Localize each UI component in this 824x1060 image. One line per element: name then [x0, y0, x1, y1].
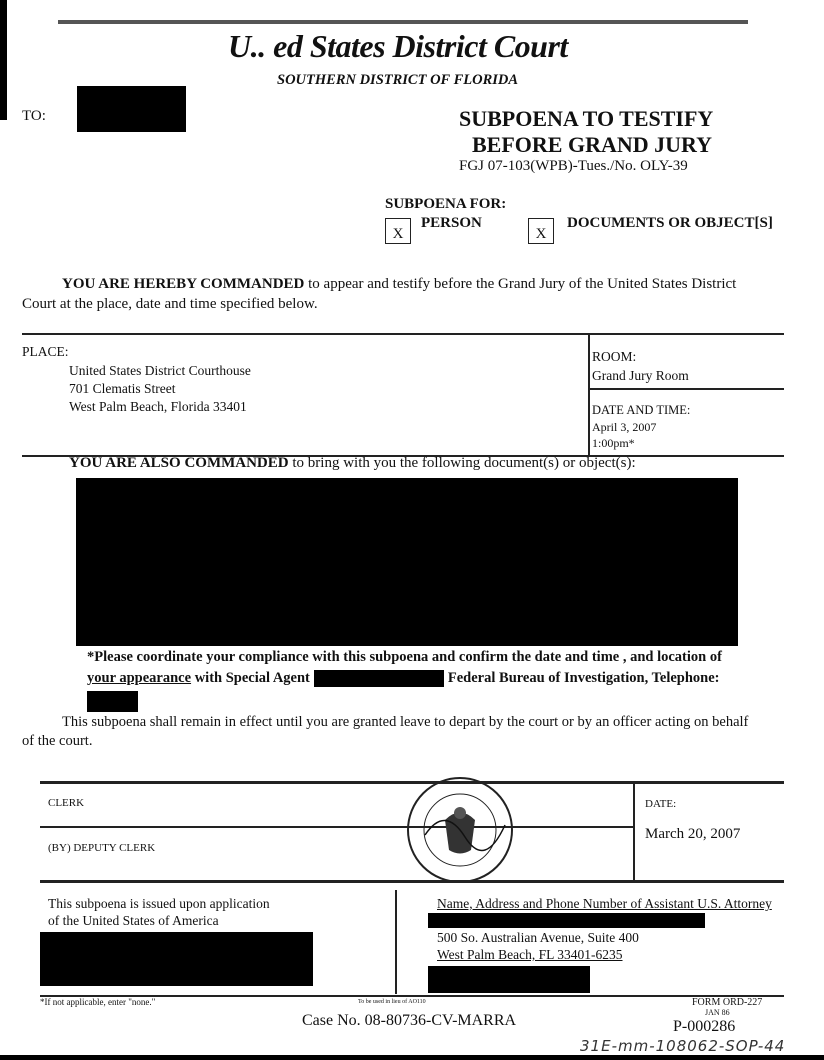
- handwritten-note: 31E-mm-108062-SOP-44: [580, 1037, 786, 1055]
- place-line: 701 Clematis Street: [69, 381, 176, 396]
- documents-label: DOCUMENTS OR OBJECT[S]: [567, 215, 773, 231]
- date-label: DATE:: [645, 798, 677, 810]
- datetime-label: DATE AND TIME:: [592, 403, 691, 417]
- person-label: PERSON: [421, 215, 482, 231]
- divider: [40, 826, 633, 828]
- effect-line2: of the court.: [22, 733, 93, 749]
- time: 1:00pm*: [592, 436, 635, 450]
- redaction: [314, 670, 444, 687]
- form-date: JAN 86: [705, 1008, 730, 1017]
- attorney-label: [437, 896, 772, 912]
- coordinate-line2: [87, 670, 720, 687]
- effect-line1: This subpoena shall remain in effect until you are granted leave to depart by the court or by an officer acting on behalf: [62, 714, 749, 730]
- scan-edge-bottom: [0, 1055, 824, 1060]
- form-number: FORM ORD-227: [692, 997, 763, 1008]
- top-rule: [58, 20, 748, 24]
- coordinate-underlined: your appearance: [87, 670, 192, 686]
- redaction: [76, 478, 738, 646]
- also-text: to bring with you the following document(s) or object(s):: [288, 455, 636, 471]
- divider: [588, 388, 784, 390]
- redaction: [40, 932, 313, 986]
- clerk-label: CLERK: [48, 797, 85, 809]
- subpoena-for-label: SUBPOENA FOR:: [385, 196, 507, 212]
- place-label: PLACE:: [22, 344, 69, 359]
- also-commanded: [69, 455, 636, 472]
- court-seal: [405, 775, 515, 885]
- divider-vertical: [633, 781, 635, 880]
- coordinate-line1: *Please coordinate your compliance with this subpoena and confirm the date and time , and location of: [87, 649, 722, 665]
- redaction: [87, 691, 138, 712]
- place-line: West Palm Beach, Florida 33401: [69, 399, 247, 414]
- case-number: Case No. 08-80736-CV-MARRA: [302, 1012, 517, 1029]
- attorney-label-text: Name, Address and Phone Number of Assistant U.S. Attorney: [437, 896, 772, 911]
- room-label: ROOM:: [592, 349, 637, 364]
- person-checkbox[interactable]: X: [385, 218, 411, 244]
- date: April 3, 2007: [592, 420, 657, 434]
- subpoena-title-2: BEFORE GRAND JURY: [472, 132, 713, 157]
- command-bold: YOU ARE HEREBY COMMANDED: [62, 276, 305, 292]
- district: SOUTHERN DISTRICT OF FLORIDA: [277, 72, 519, 88]
- to-label: TO:: [22, 108, 46, 124]
- scan-edge: [0, 0, 7, 120]
- lieu-note: To be used in lieu of AO110: [358, 999, 426, 1005]
- subpoena-title: SUBPOENA TO TESTIFY: [459, 106, 714, 131]
- documents-checkbox[interactable]: X: [528, 218, 554, 244]
- issue-date: March 20, 2007: [645, 826, 741, 842]
- issued-line2: of the United States of America: [48, 913, 219, 928]
- room: Grand Jury Room: [592, 368, 689, 383]
- attorney-address1: 500 So. Australian Avenue, Suite 400: [437, 930, 639, 945]
- divider-vertical: [588, 333, 590, 455]
- command-line2: Court at the place, date and time specified below.: [22, 296, 318, 312]
- command-text: to appear and testify before the Grand Jury of the United States District: [304, 276, 737, 292]
- command-line1: [62, 276, 736, 293]
- footnote: *If not applicable, enter "none.": [40, 997, 156, 1007]
- attorney-address2: [437, 947, 623, 963]
- court-title: U.. ed States District Court: [228, 28, 568, 64]
- issued-line1: This subpoena is issued upon application: [48, 896, 270, 911]
- redaction: [77, 86, 186, 132]
- place-line: United States District Courthouse: [69, 363, 251, 378]
- coordinate-agent: with Special Agent: [191, 670, 310, 686]
- deputy-clerk-label: (BY) DEPUTY CLERK: [48, 842, 156, 854]
- redaction: [428, 913, 705, 928]
- also-bold: YOU ARE ALSO COMMANDED: [69, 455, 289, 471]
- attorney-address2-text: West Palm Beach, FL 33401-6235: [437, 947, 623, 962]
- redaction: [428, 966, 590, 993]
- grand-jury-number: FGJ 07-103(WPB)-Tues./No. OLY-39: [459, 158, 688, 174]
- divider-vertical: [395, 890, 397, 994]
- coordinate-fbi: Federal Bureau of Investigation, Telephone:: [447, 670, 720, 686]
- bates-number: P-000286: [673, 1018, 736, 1035]
- divider: [22, 333, 784, 335]
